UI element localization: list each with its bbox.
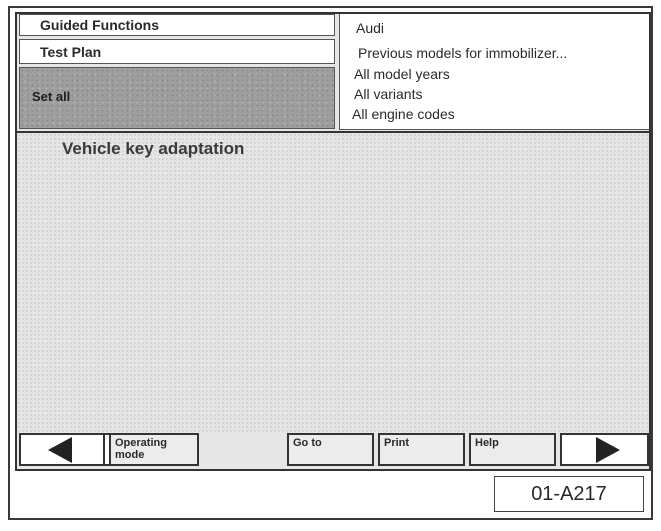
guided-functions-button[interactable]: Guided Functions [19,14,335,36]
vehicle-info-panel [339,14,649,130]
bottom-toolbar [17,433,649,469]
function-menu [17,14,337,131]
diagnostic-screen [15,12,651,471]
test-plan-button[interactable]: Test Plan [19,39,335,64]
arrow-right-icon [596,437,620,463]
vehicle-make: Audi [356,20,385,36]
next-button[interactable] [560,433,649,466]
help-button[interactable]: Help [469,433,556,466]
set-all-button[interactable]: Set all [19,67,335,129]
vehicle-model: Previous models for immobilizer... [358,45,568,61]
go-to-button[interactable]: Go to [287,433,374,466]
vehicle-engine-codes: All engine codes [352,106,455,122]
print-button[interactable]: Print [378,433,465,466]
page-title: Vehicle key adaptation [62,139,245,158]
vehicle-model-years: All model years [354,66,450,82]
figure-code-label: 01-A217 [494,476,644,512]
arrow-left-icon [48,437,72,463]
back-button[interactable] [19,433,105,466]
content-area [17,133,649,433]
operating-mode-button[interactable]: Operating mode [109,433,199,466]
vehicle-variants: All variants [354,86,423,102]
